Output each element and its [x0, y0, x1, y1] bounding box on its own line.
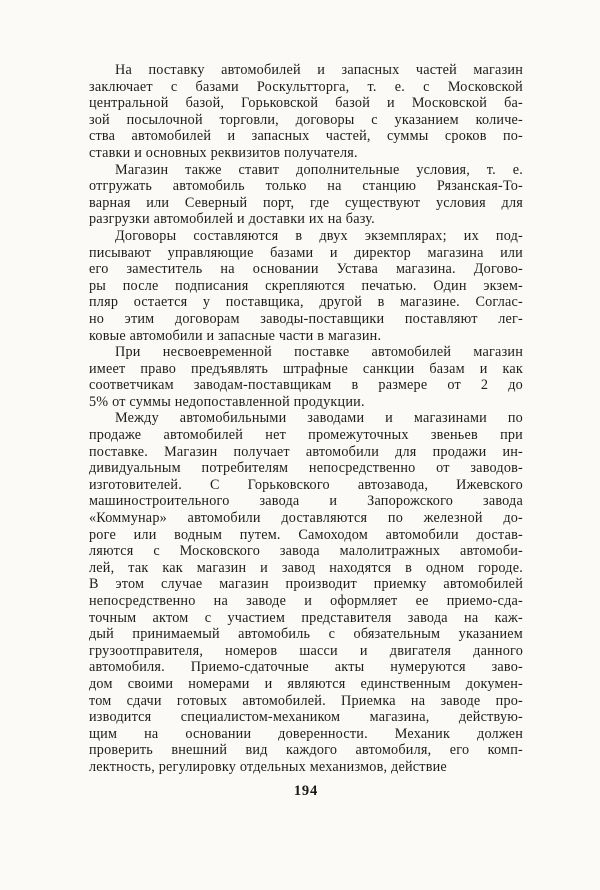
text-line: дый принимаемый автомобиль с обязательным указанием — [89, 626, 523, 643]
text-line: машиностроительного завода и Запорожского завода — [89, 493, 523, 510]
text-block — [89, 62, 523, 776]
text-line: Между автомобильными заводами и магазинами по — [115, 410, 523, 427]
text-line: роге или водным путем. Самоходом автомобили достав- — [89, 526, 523, 543]
text-line: автомобиля. Приемо-сдаточные акты нумеруются заво- — [89, 659, 523, 676]
text-line: лей, так как магазин и завод находятся в одном городе. — [89, 559, 523, 576]
text-line: поставке. Магазин получает автомобили для продажи ин- — [89, 443, 523, 460]
text-line: разгрузки автомобилей и доставки их на базу. — [89, 211, 375, 228]
text-line: В этом случае магазин производит приемку автомобилей — [89, 576, 523, 593]
text-line: ры после подписания скрепляются печатью. Один экзем- — [89, 277, 523, 294]
text-line: При несвоевременной поставке автомобилей магазин — [115, 344, 523, 361]
text-line: писывают управляющие базами и директор магазина или — [89, 244, 523, 261]
page-number: 194 — [293, 783, 319, 799]
text-line: пляр остается у поставщика, другой в магазине. Соглас- — [89, 294, 523, 311]
text-line: грузоотправителя, номеров шасси и двигателя данного — [89, 642, 523, 659]
text-line: но этим договорам заводы-поставщики поставляют лег- — [89, 310, 523, 327]
text-line: щим на основании доверенности. Механик должен — [89, 725, 523, 742]
text-line: варная или Северный порт, где существуют условия для — [89, 194, 523, 211]
text-line: отгружать автомобиль только на станцию Рязанская-То- — [89, 178, 523, 195]
text-line: лектность, регулировку отдельных механизмов, действие — [89, 758, 447, 775]
paragraph — [89, 344, 523, 410]
text-line: соответчикам заводам-поставщикам в размере от 2 до — [89, 377, 523, 394]
paragraph — [89, 228, 523, 344]
text-line: имеет право предъявлять штрафные санкции базам и как — [89, 360, 523, 377]
text-line: «Коммунар» автомобили доставляются по железной до- — [89, 510, 523, 527]
text-line: ковые автомобили и запасные части в магазин. — [89, 327, 382, 344]
text-line: Магазин также ставит дополнительные условия, т. е. — [115, 161, 523, 178]
text-line: На поставку автомобилей и запасных частей магазин — [115, 62, 523, 78]
text-line: центральной базой, Горьковской базой и Московской ба- — [89, 95, 523, 112]
text-line: ляются с Московского завода малолитражных автомоби- — [89, 543, 523, 560]
text-line: заключает с базами Роскультторга, т. е. с Московской — [89, 78, 523, 95]
text-line: зой посылочной торговли, договоры с указанием количе- — [89, 111, 523, 128]
text-line: изготовителей. С Горьковского автозавода, Ижевского — [89, 476, 523, 493]
text-line: ства автомобилей и запасных частей, суммы сроков по- — [89, 128, 523, 145]
text-line: дивидуальным потребителям непосредственно от заводов- — [89, 460, 523, 477]
text-line: ставки и основных реквизитов получателя. — [89, 144, 358, 161]
text-line: изводится специалистом-механиком магазина, действую- — [89, 709, 523, 726]
text-line: его заместитель на основании Устава магазина. Догово- — [89, 261, 523, 278]
text-line: том сдачи готовых автомобилей. Приемка на заводе про- — [89, 692, 523, 709]
text-line: продаже автомобилей нет промежуточных звеньев при — [89, 427, 523, 444]
paragraph — [89, 62, 523, 162]
text-line: 5% от суммы недопоставленной продукции. — [89, 393, 365, 410]
text-line: проверить внешний вид каждого автомобиля, его комп- — [89, 742, 523, 759]
text-line: Договоры составляются в двух экземплярах; их под- — [115, 227, 523, 244]
text-line: дом своими номерами и являются единственным докумен- — [89, 675, 523, 692]
text-line: точным актом с участием представителя завода на каж- — [89, 609, 523, 626]
paragraph — [89, 410, 523, 775]
paragraph — [89, 162, 523, 228]
text-line: непосредственно на заводе и оформляет ее приемо-сда- — [89, 593, 523, 609]
